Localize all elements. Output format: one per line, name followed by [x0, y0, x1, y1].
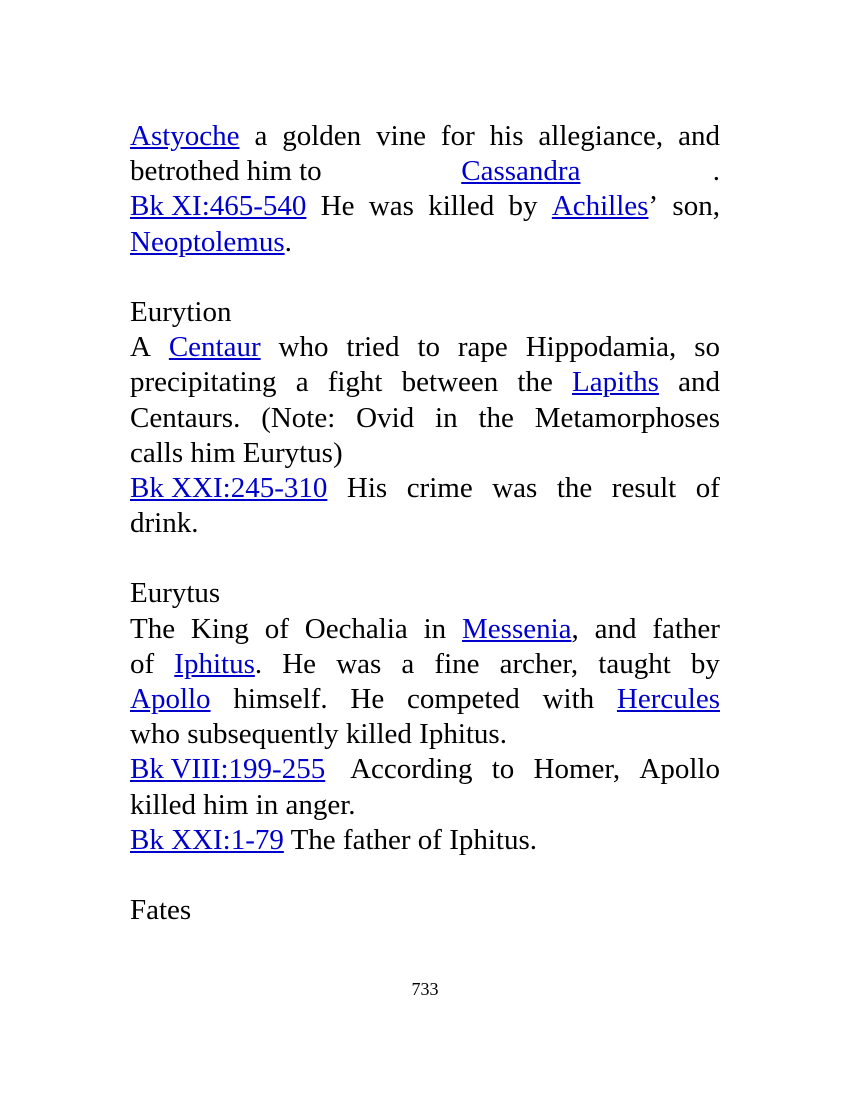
word: a [295, 366, 309, 399]
punctuation: ’ [648, 190, 659, 223]
word: According [344, 753, 473, 786]
word: of [264, 612, 289, 645]
word: rape [457, 331, 508, 364]
word: Oechalia [304, 612, 408, 645]
text-line [130, 717, 720, 752]
word: and [594, 612, 637, 645]
word: fine [434, 647, 480, 680]
word: competed [407, 683, 520, 715]
cross-reference-link[interactable]: Bk XXI:1-79 [130, 823, 284, 856]
word [130, 752, 325, 787]
cross-reference-link[interactable]: Achilles [551, 190, 649, 223]
text-line [130, 612, 720, 647]
word: Fates [130, 894, 192, 927]
word: Eurytus [130, 577, 221, 610]
word: his [489, 120, 524, 152]
word: He [282, 647, 317, 680]
word: . [712, 155, 720, 188]
word: Ovid [356, 401, 415, 434]
word [572, 365, 659, 400]
cross-reference-link[interactable]: Bk VIII:199-255 [130, 753, 326, 786]
word [130, 823, 284, 858]
text-line [130, 189, 720, 224]
word [169, 330, 261, 365]
word: archer, [499, 647, 579, 680]
word: himself. [233, 683, 328, 715]
text-line [130, 401, 720, 436]
word: father [652, 612, 720, 645]
word: a [401, 647, 415, 680]
text-line [130, 647, 720, 682]
text-line [130, 893, 720, 928]
cross-reference-link[interactable]: Messenia [462, 612, 572, 645]
word [552, 189, 658, 224]
word: . [284, 225, 292, 258]
text-line [130, 154, 720, 189]
cross-reference-link[interactable]: Lapiths [571, 366, 659, 399]
word: with [542, 683, 595, 715]
cross-reference-link[interactable]: Hercules [616, 683, 720, 715]
word [130, 471, 327, 506]
text-line [130, 576, 720, 611]
word [462, 612, 579, 647]
word [130, 225, 285, 260]
word: son, [672, 190, 720, 223]
word: the [556, 471, 593, 504]
word: golden [282, 120, 362, 152]
word: allegiance, [538, 120, 664, 152]
word: Metamorphoses [534, 401, 720, 434]
page-number: 733 [411, 979, 439, 999]
word: A [130, 331, 151, 364]
word [130, 119, 240, 154]
cross-reference-link[interactable]: Neoptolemus [130, 225, 285, 258]
word: Homer, [533, 753, 621, 786]
word: between [401, 366, 499, 399]
word: crime [406, 471, 473, 504]
word: so [694, 331, 720, 364]
text-line [130, 471, 720, 506]
word: His [346, 471, 388, 504]
text-line [130, 823, 720, 858]
text-line [130, 330, 720, 365]
word: Apollo [639, 753, 720, 786]
word: to [417, 331, 440, 364]
document-body [130, 119, 720, 928]
punctuation: . [254, 647, 263, 680]
word: was [492, 471, 538, 504]
cross-reference-link[interactable]: Astyoche [130, 120, 240, 152]
word [130, 189, 306, 224]
word: by [690, 647, 720, 680]
word: and [678, 120, 720, 152]
text-line [130, 295, 720, 330]
word: result [611, 471, 677, 504]
text-line [130, 119, 720, 154]
word: to [491, 753, 515, 786]
cross-reference-link[interactable]: Apollo [130, 683, 211, 715]
cross-reference-link[interactable]: Centaur [168, 331, 261, 364]
word: a [254, 120, 268, 152]
text-line [130, 225, 720, 260]
word: precipitating [130, 366, 277, 399]
word [617, 682, 720, 717]
word: vine [376, 120, 426, 152]
word: who [278, 331, 329, 364]
word: He [350, 683, 385, 715]
word: who subsequently killed Iphitus. [130, 718, 507, 751]
text-line [130, 682, 720, 717]
word: The [130, 612, 176, 645]
word: taught [598, 647, 671, 680]
text-line [130, 788, 720, 823]
text-line [130, 752, 720, 787]
word: betrothed him to [130, 155, 329, 188]
cross-reference-link[interactable]: Iphitus [174, 647, 255, 680]
word: the [478, 401, 514, 434]
word: (Note: [261, 401, 336, 434]
word: was [336, 647, 382, 680]
word: fight [327, 366, 383, 399]
text-line [130, 365, 720, 400]
word [461, 154, 580, 189]
paragraph-gap [130, 260, 720, 295]
word: in [423, 612, 447, 645]
word [130, 682, 211, 717]
word: He [320, 190, 355, 223]
word: for [440, 120, 475, 152]
word: drink. [130, 507, 199, 540]
word: the [517, 366, 553, 399]
cross-reference-link[interactable]: Cassandra [461, 155, 581, 188]
word [174, 647, 262, 682]
word: by [508, 190, 538, 223]
punctuation: , [571, 612, 579, 645]
word: killed [428, 190, 495, 223]
word: Eurytion [130, 295, 232, 328]
word: killed him in anger. [130, 788, 356, 821]
word: Centaurs. [130, 401, 241, 434]
word: Hippodamia, [525, 331, 677, 364]
word: King [190, 612, 249, 645]
word: of [695, 471, 720, 504]
word: of [130, 647, 155, 680]
cross-reference-link[interactable]: Bk XI:465-540 [130, 190, 307, 223]
word: The father of Iphitus. [283, 823, 538, 856]
text-line [130, 436, 720, 471]
word: was [368, 190, 414, 223]
word: tried [346, 331, 400, 364]
cross-reference-link[interactable]: Bk XXI:245-310 [130, 471, 328, 504]
paragraph-gap [130, 541, 720, 576]
word: and [678, 366, 720, 399]
paragraph-gap [130, 858, 720, 893]
word: calls him Eurytus) [130, 436, 343, 469]
word: in [435, 401, 458, 434]
text-line [130, 506, 720, 541]
